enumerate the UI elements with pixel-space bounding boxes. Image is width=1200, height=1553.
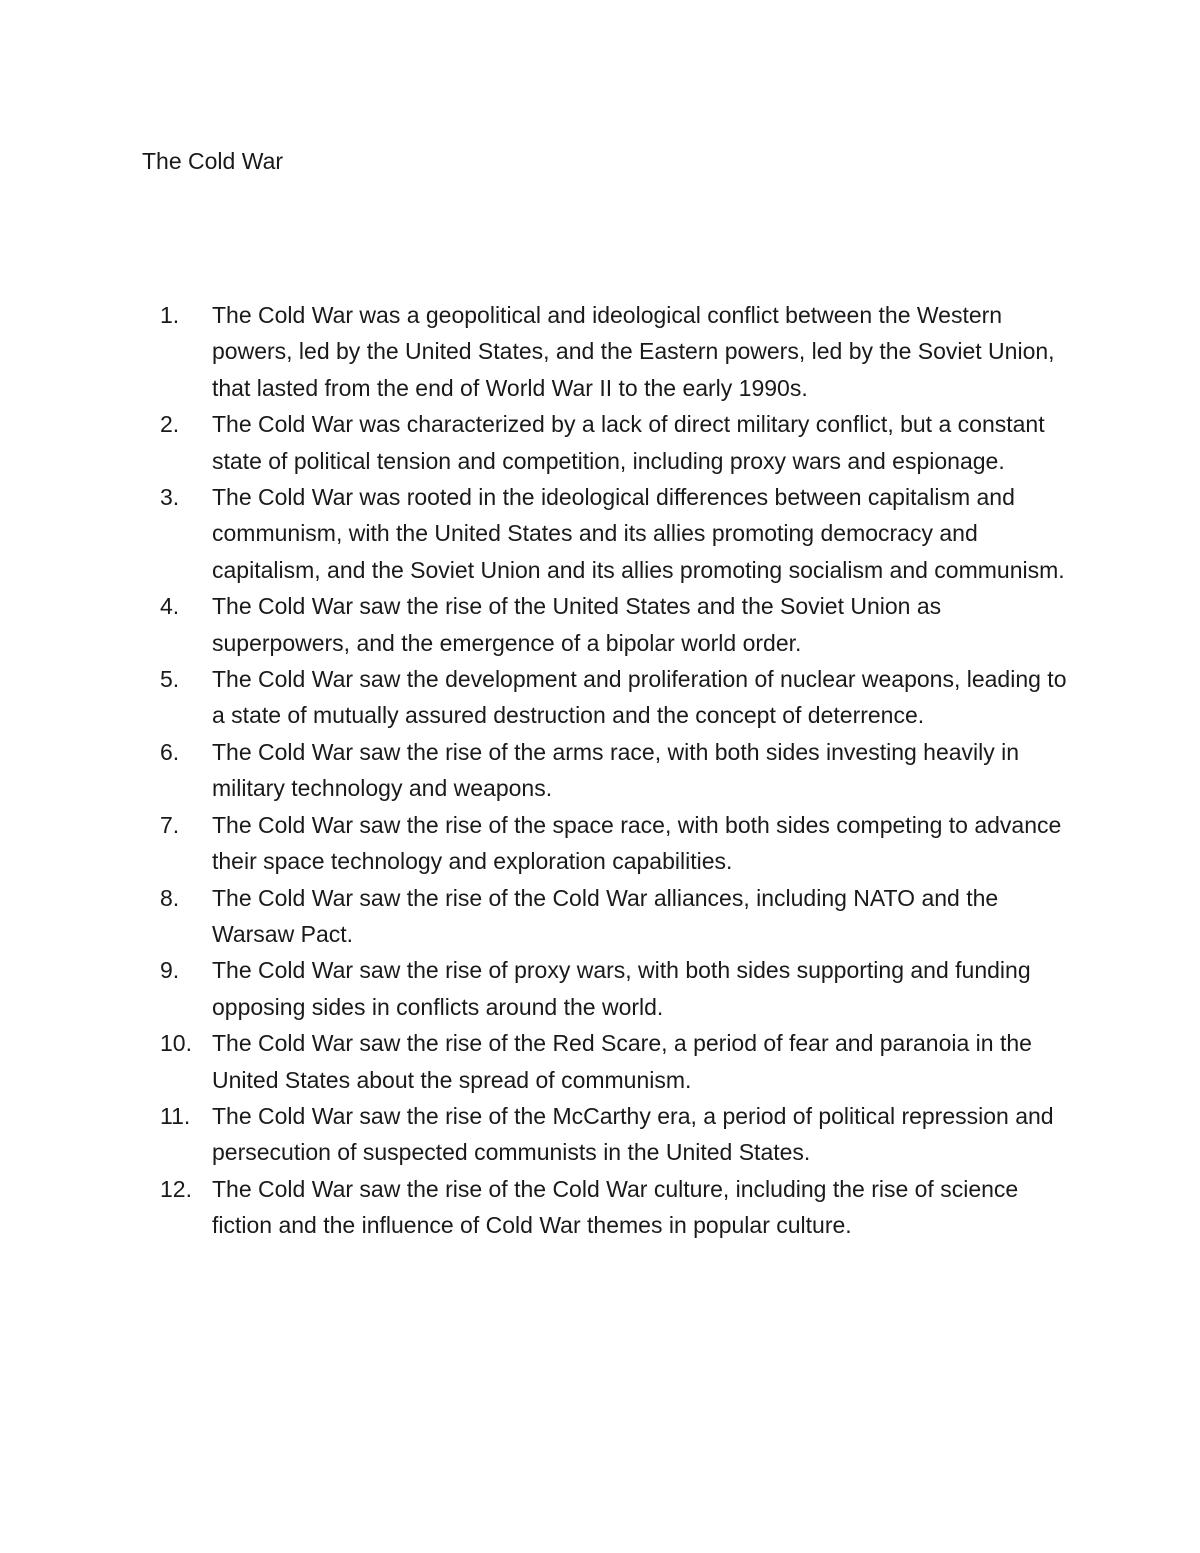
list-item-number: 12. <box>160 1175 192 1202</box>
list-item <box>160 1025 1080 1098</box>
list-item-text: The Cold War saw the rise of the Cold War culture, including the rise of science fiction and the influence of Cold War themes in popular culture. <box>212 1175 1019 1239</box>
document-title: The Cold War <box>142 148 284 174</box>
list-item <box>160 406 1080 479</box>
list-item-number: 11. <box>160 1102 191 1129</box>
list-item-text: The Cold War saw the rise of the McCarthy era, a period of political repression and persecution of suspected communists in the United States. <box>212 1102 1054 1166</box>
list-item <box>160 952 1080 1025</box>
list-item-text: The Cold War saw the rise of the arms race, with both sides investing heavily in military technology and weapons. <box>212 738 1020 802</box>
list-item-text: The Cold War was rooted in the ideological differences between capitalism and communism, with the United States and its allies promoting democracy and capitalism, and the Soviet Union and its allies promoting socialism and communism. <box>212 484 1065 583</box>
list-item <box>160 807 1080 880</box>
numbered-list <box>160 297 1080 1244</box>
list-item-text: The Cold War was characterized by a lack of direct military conflict, but a constant state of political tension and competition, including proxy wars and espionage. <box>212 411 1045 474</box>
list-item-text: The Cold War saw the rise of proxy wars, with both sides supporting and funding opposing sides in conflicts around the world. <box>212 957 1031 1020</box>
list-item-number: 1. <box>160 302 180 328</box>
list-item <box>160 588 1080 661</box>
list-item <box>160 297 1080 406</box>
list-item <box>160 1098 1080 1171</box>
list-item-text: The Cold War saw the rise of the Cold War alliances, including NATO and the Warsaw Pact. <box>212 884 999 947</box>
list-item-text: The Cold War was a geopolitical and ideological conflict between the Western powers, led by the United States, and the Eastern powers, led by the Soviet Union, that lasted from the end of World War II to the early 1990s. <box>212 302 1055 401</box>
list-item-number: 10. <box>160 1030 192 1057</box>
list-item-text: The Cold War saw the rise of the Red Scare, a period of fear and paranoia in the United States about the spread of communism. <box>212 1030 1032 1093</box>
list-item-number: 6. <box>160 738 180 765</box>
list-item-number: 4. <box>160 593 180 620</box>
list-item <box>160 880 1080 953</box>
list-item-number: 2. <box>160 411 180 438</box>
list-item-text: The Cold War saw the rise of the United States and the Soviet Union as superpowers, and the emergence of a bipolar world order. <box>212 593 942 656</box>
list-item <box>160 1171 1080 1244</box>
list-item <box>160 734 1080 807</box>
list-item-number: 3. <box>160 484 180 511</box>
list-item-number: 9. <box>160 957 180 984</box>
list-item-number: 8. <box>160 884 180 911</box>
list-item-text: The Cold War saw the rise of the space race, with both sides competing to advance their space technology and exploration capabilities. <box>212 811 1062 875</box>
list-item <box>160 661 1080 734</box>
list-item-number: 5. <box>160 666 180 693</box>
list-item <box>160 479 1080 588</box>
list-item-number: 7. <box>160 811 180 838</box>
list-item-text: The Cold War saw the development and proliferation of nuclear weapons, leading to a state of mutually assured destruction and the concept of deterrence. <box>212 666 1067 729</box>
